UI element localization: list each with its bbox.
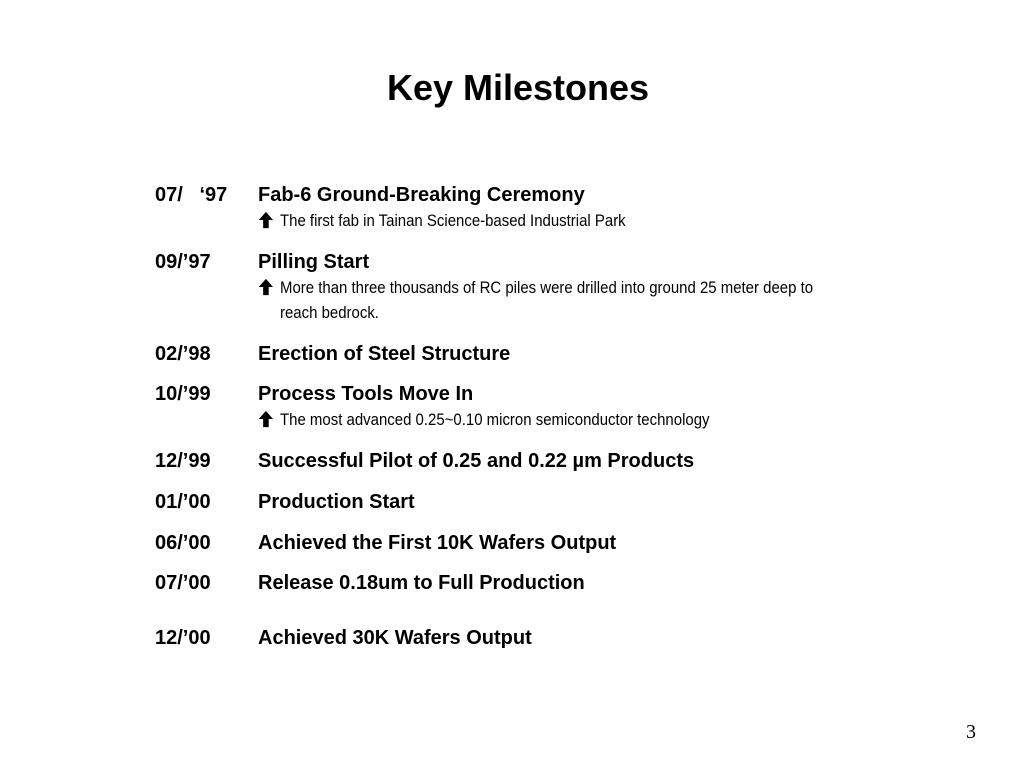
milestone-event: Fab-6 Ground-Breaking Ceremony (258, 184, 585, 206)
milestone-date: 06/’00 (155, 532, 211, 554)
milestone-date: 12/’00 (155, 627, 211, 649)
milestone-event: Process Tools Move In (258, 383, 474, 405)
up-arrow-icon (258, 211, 274, 229)
milestone-event: Pilling Start (258, 251, 370, 273)
milestone-date: 07/ ‘97 (155, 184, 228, 206)
milestone-detail (258, 275, 839, 325)
milestone-date: 12/’99 (155, 450, 211, 472)
milestone-event: Achieved the First 10K Wafers Output (258, 532, 617, 554)
milestone-detail (258, 407, 839, 432)
page-number: 3 (966, 721, 976, 743)
milestone-event: Erection of Steel Structure (258, 343, 511, 365)
milestone-event: Achieved 30K Wafers Output (258, 627, 532, 649)
milestone-date: 10/’99 (155, 383, 211, 405)
slide-title: Key Milestones (386, 67, 650, 108)
milestone-detail-text: The most advanced 0.25~0.10 micron semiconductor technology (280, 410, 710, 429)
milestone-detail-text: The first fab in Tainan Science-based Industrial Park (280, 211, 626, 230)
milestone-date: 09/’97 (155, 251, 211, 273)
milestone-detail-text: More than three thousands of RC piles were drilled into ground 25 meter deep to reach bedrock. (280, 278, 814, 322)
milestone-date: 07/’00 (155, 572, 211, 594)
up-arrow-icon (258, 278, 274, 296)
milestone-event: Successful Pilot of 0.25 and 0.22 µm Products (258, 450, 695, 472)
milestone-detail (258, 208, 839, 233)
milestone-date: 02/’98 (155, 343, 211, 365)
milestone-date: 01/’00 (155, 491, 211, 513)
milestone-event: Release 0.18um to Full Production (258, 572, 585, 594)
up-arrow-icon (258, 410, 274, 428)
milestone-event: Production Start (258, 491, 415, 513)
